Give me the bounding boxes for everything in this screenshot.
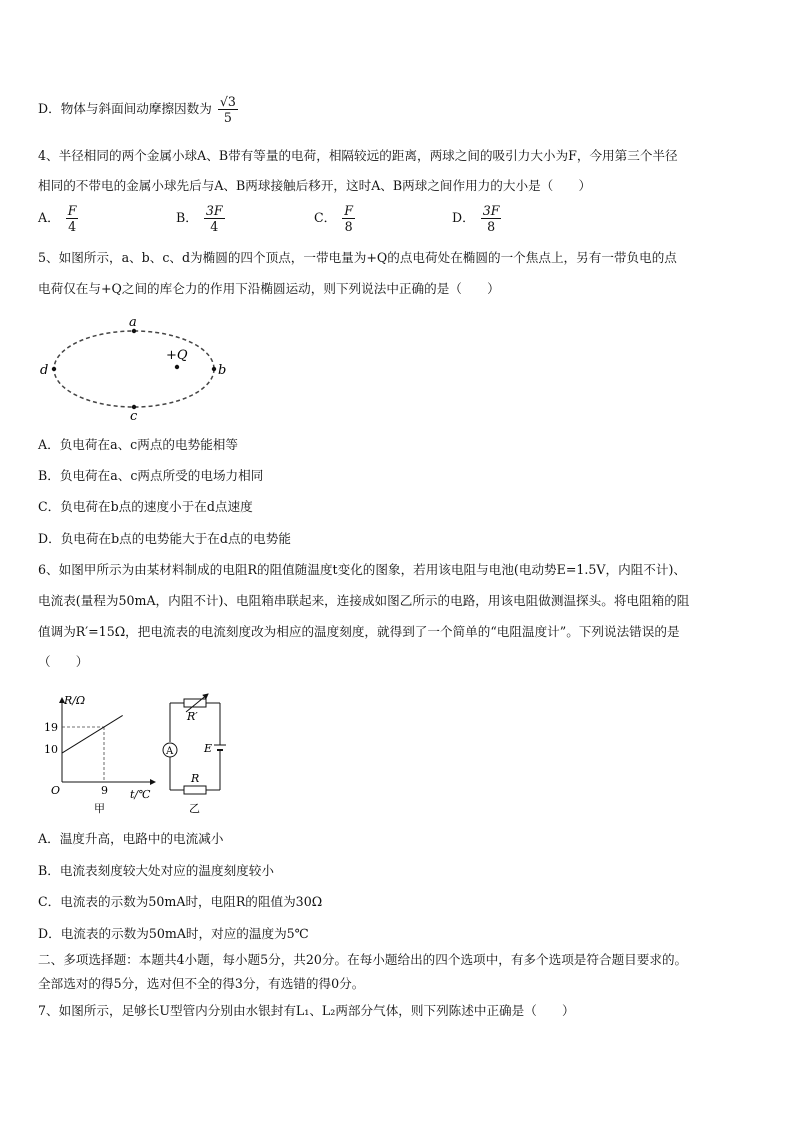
label-emf: E — [204, 742, 213, 755]
resistor-r — [184, 786, 206, 794]
q5-option-d: D．负电荷在b点的电势能大于在d点的电势能 — [38, 531, 291, 546]
label-a: a — [129, 315, 137, 330]
section2-line1: 二、多项选择题：本题共4小题，每小题5分，共20分。在每小题给出的四个选项中，有多个选项是符合题目要求的。 — [38, 952, 688, 967]
q5-option-b: B．负电荷在a、c两点所受的电场力相同 — [38, 468, 264, 483]
q4-option-b-num: 3F — [205, 203, 223, 218]
ellipse-figure — [36, 312, 236, 422]
q4-option-b-label: B． — [176, 210, 198, 225]
q4-option-c — [314, 203, 357, 234]
point-b — [212, 367, 216, 371]
charge-q — [175, 365, 179, 369]
q3-option-d-label: D． — [38, 101, 61, 116]
q4-line1: 4、半径相同的两个金属小球A、B带有等量的电荷，相隔较远的距离，两球之间的吸引力大小为F，今用第三个半径 — [38, 148, 678, 163]
x-axis-label: t/℃ — [130, 788, 151, 801]
q6-option-c: C．电流表的示数为50mA时，电阻R的阻值为30Ω — [38, 894, 323, 909]
q3-option-d — [38, 94, 240, 125]
q3-option-d-text: 物体与斜面间动摩擦因数为 — [60, 101, 212, 116]
y-tick-10: 10 — [44, 743, 58, 756]
graph-jia — [40, 690, 160, 820]
q4-option-c-num: F — [344, 203, 353, 218]
q4-option-a-num: F — [67, 203, 77, 218]
q4-option-c-label: C． — [314, 210, 337, 225]
label-d: d — [40, 363, 49, 378]
q4-option-d-num: 3F — [482, 203, 500, 218]
q7-line1: 7、如图所示，足够长U型管内分别由水银封有L₁、L₂两部分气体，则下列陈述中正确是（ ） — [38, 1003, 575, 1018]
label-c: c — [130, 409, 138, 422]
label-r-prime: R′ — [187, 710, 198, 723]
q5-option-a: A．负电荷在a、c两点的电势能相等 — [38, 437, 238, 452]
y-axis-label: R/Ω — [64, 694, 86, 707]
circuit-yi — [156, 690, 236, 820]
q5-option-c: C．负电荷在b点的速度小于在d点速度 — [38, 499, 253, 514]
q4-line2: 相同的不带电的金属小球先后与A、B两球接触后移开，这时A、B两球之间作用力的大小是（ ） — [38, 178, 592, 193]
graph-caption: 甲 — [94, 802, 105, 815]
origin-label: O — [51, 784, 61, 797]
ammeter-label: A — [166, 746, 174, 757]
q4-option-b-den: 4 — [210, 219, 219, 234]
q4-option-a-label: A． — [38, 210, 60, 225]
q6-option-b: B．电流表刻度较大处对应的温度刻度较小 — [38, 863, 274, 878]
q6-line1: 6、如图甲所示为由某材料制成的电阻R的阻值随温度t变化的图象，若用该电阻与电池(电动势E=1.5V，内阻不计)、 — [38, 562, 686, 577]
q3-option-d-fraction — [218, 94, 238, 125]
q4-option-a-den: 4 — [68, 219, 77, 234]
q3-frac-num: √3 — [219, 94, 236, 109]
q4-option-c-den: 8 — [344, 219, 353, 234]
q6-line3: 值调为R′=15Ω，把电流表的电流刻度改为相应的温度刻度，就得到了一个简单的“电阻温度计”。下列说法错误的是 — [38, 624, 680, 639]
series-line — [62, 715, 123, 753]
q5-line1: 5、如图所示，a、b、c、d为椭圆的四个顶点，一带电量为+Q的点电荷处在椭圆的一个焦点上，另有一带负电的点 — [38, 250, 677, 265]
resistor-box — [184, 699, 206, 707]
label-b: b — [218, 363, 227, 378]
q4-option-d-label: D． — [452, 210, 475, 225]
q6-line2: 电流表(量程为50mA，内阻不计)、电阻箱串联起来，连接成如图乙所示的电路，用该电阻做测温探头。将电阻箱的阻 — [38, 593, 690, 608]
point-d — [52, 367, 56, 371]
x-tick-9: 9 — [101, 784, 108, 797]
q6-line4: （ ） — [38, 654, 89, 669]
q4-option-a — [38, 203, 80, 234]
q3-frac-den: 5 — [223, 110, 232, 125]
ellipse-orbit — [54, 331, 214, 407]
y-tick-19: 19 — [44, 721, 58, 734]
q4-option-d — [452, 203, 503, 234]
label-charge: +Q — [166, 348, 188, 363]
q5-line2: 电荷仅在与+Q之间的库仑力的作用下沿椭圆运动，则下列说法中正确的是（ ） — [38, 281, 500, 296]
q4-option-b — [176, 203, 227, 234]
q6-option-d: D．电流表的示数为50mA时，对应的温度为5℃ — [38, 926, 309, 941]
circuit-caption: 乙 — [189, 802, 200, 815]
q4-option-d-den: 8 — [487, 219, 496, 234]
label-r: R — [191, 772, 200, 785]
q6-option-a: A．温度升高，电路中的电流减小 — [38, 831, 224, 846]
section2-line2: 全部选对的得5分，选对但不全的得3分，有选错的得0分。 — [38, 976, 365, 991]
